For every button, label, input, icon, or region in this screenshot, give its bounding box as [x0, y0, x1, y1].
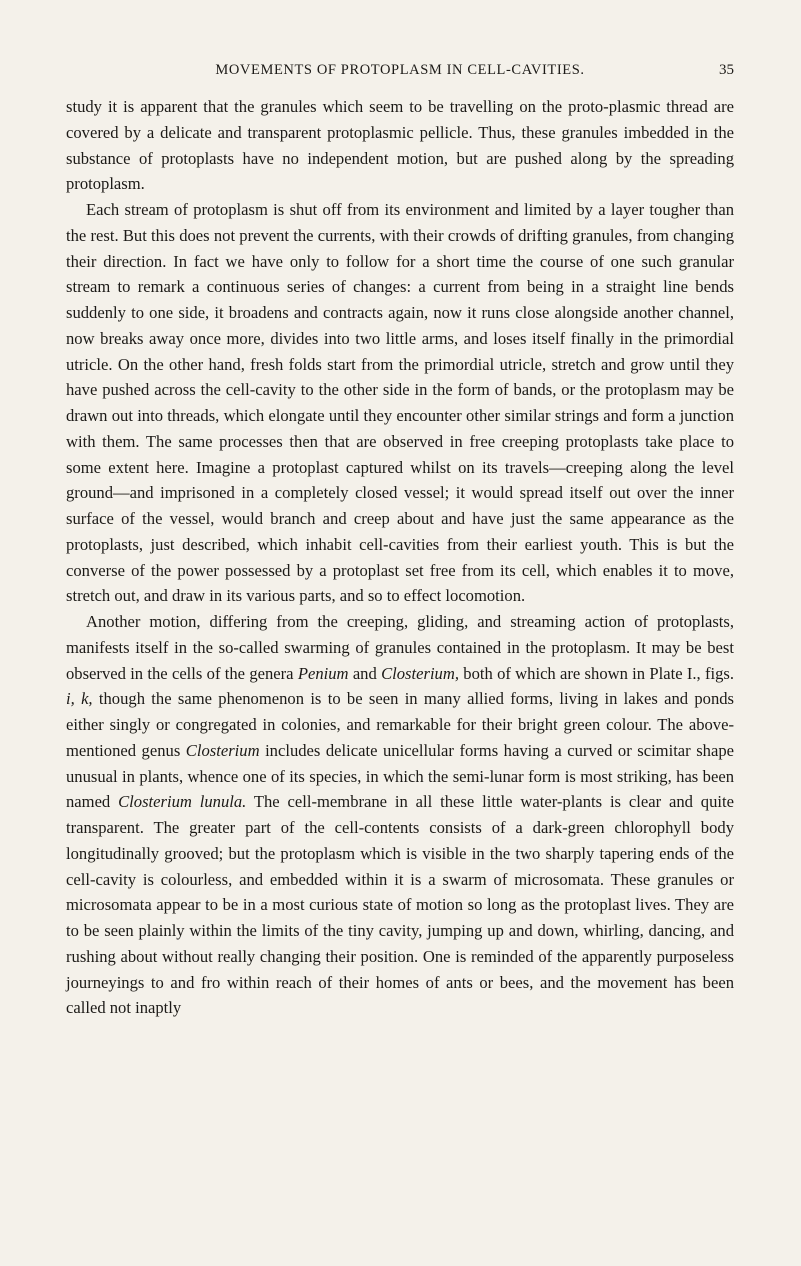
running-title: MOVEMENTS OF PROTOPLASM IN CELL-CAVITIES. — [215, 62, 585, 78]
text-run: though the same phenomenon is to be seen in many allied forms, living in lakes and ponds either singly or congregated in colonies, and remarkable for their bright green colour. The above-mentioned genus — [66, 689, 734, 760]
species-name-italic: Closterium lunula. — [118, 792, 247, 812]
text-run: study it is apparent that the granules which seem to be travelling on the proto-plasmic thread are covered by a delicate and transparent protoplasmic pellicle. Thus, these granules imbedded in the substance of protoplasts have no independent motion, but are pushed along by the spreading protoplasm. — [66, 97, 734, 194]
paragraph-continued — [66, 94, 734, 197]
genus-name-italic: Closterium — [185, 740, 260, 760]
body-text — [66, 94, 734, 1021]
genus-name-italic: Penium — [297, 663, 349, 683]
page-header — [66, 62, 734, 88]
text-run: includes delicate unicellular forms having a curved or scimitar shape unusual in plants, whence one of its species, in which the semi-lunar form is most striking, has been named — [66, 740, 734, 812]
text-run: and — [348, 663, 382, 683]
text-run: Another motion, differing from the creeping, gliding, and streaming action of protoplasts, manifests itself in the so-called swarming of granules contained in the protoplasm. It may be best observed in the cells of the genera — [66, 612, 734, 683]
text-run: Each stream of protoplasm is shut off from its environment and limited by a layer tougher than the rest. But this does not prevent the currents, with their crowds of drifting granules, from changing their direction. In fact we have only to follow for a short time the course of one such granular stream to remark a continuous series of changes: a current from being in a straight line bends suddenly to one side, it broadens and contracts again, now it runs close alongside another channel, now breaks away once more, divides into two little arms, and loses itself finally in the primordial utricle. On the other hand, fresh folds start from the primordial utricle, stretch and grow until they have pushed across the cell-cavity to the other side in the form of bands, or the protoplasm may be drawn out into threads, which elongate until they encounter other similar strings and form a junction with them. The same processes then that are observed in free creeping protoplasts take place to some extent here. Imagine a protoplast captured whilst on its travels—creeping along the level ground—and imprisoned in a completely closed vessel; it would spread itself out over the inner surface of the vessel, would branch and creep about and have just the same appearance as the protoplasts, just described, which inhabit cell-cavities from their earliest youth. This is but the converse of the power possessed by a protoplast set free from its cell, which enables it to move, stretch out, and draw in its various parts, and so to effect locomotion. — [66, 200, 734, 606]
book-page — [66, 62, 734, 1021]
paragraph-stream — [66, 197, 734, 609]
text-run: The cell-membrane in all these little water-plants is clear and quite transparent. The greater part of the cell-contents consists of a dark-green chlorophyll body longitudinally grooved; but the protoplasm which is visible in the two sharply tapering ends of the cell-cavity is colourless, and embedded within it is a swarm of microsomata. These granules or microsomata appear to be in a most curious state of motion so long as the protoplast lives. They are to be seen plainly within the limits of the tiny cavity, jumping up and down, whirling, dancing, and rushing about without really changing their position. One is reminded of the apparently purposeless journeyings to and fro within reach of their homes of ants or bees, and the movement has been called not inaptly — [66, 792, 734, 1018]
paragraph-swarming — [66, 609, 734, 1021]
page-number: 35 — [719, 62, 734, 78]
genus-name-italic: Closterium, — [381, 663, 459, 683]
text-run: both of which are shown in Plate I., figs. — [458, 663, 734, 683]
figure-reference-italic: i, k, — [66, 689, 93, 709]
